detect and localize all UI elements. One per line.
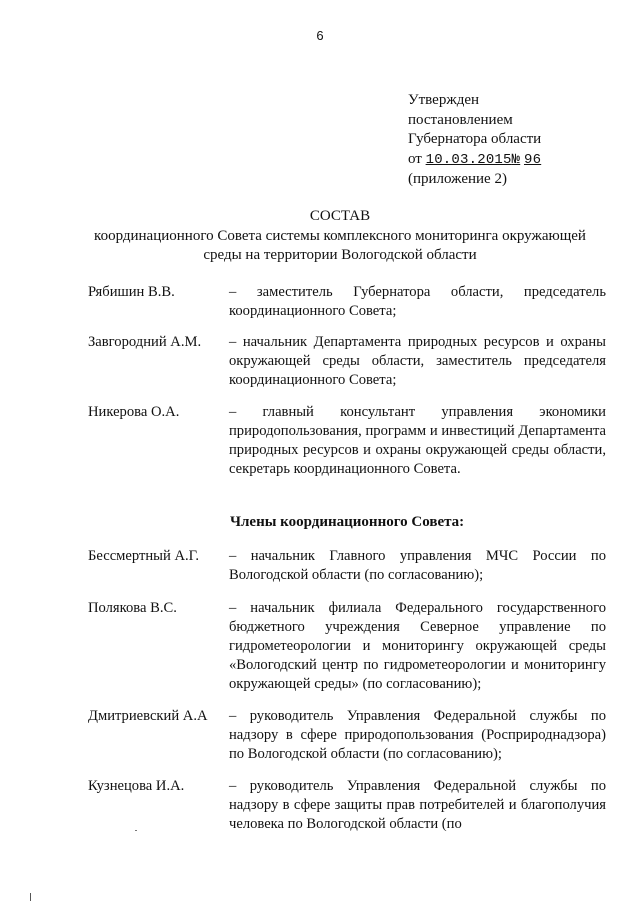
member-name: Завгородний А.М.	[88, 334, 202, 350]
member-position: – начальник филиала Федерального государственного бюджетного учреждения Северное управление по гидрометеорологии и мониторингу окружающей среды «Вологодский центр по гидрометеорологии и мониторингу окружающей среды» (по согласованию);	[229, 600, 606, 692]
number-sign: №	[511, 151, 521, 168]
document-heading	[60, 207, 620, 266]
approval-number: 96	[523, 151, 542, 168]
members-title: Члены координационного Совета:	[230, 514, 465, 530]
member-position: – главный консультант управления экономики природопользования, программ и инвестиций Департамента природных ресурсов и охраны окружающей среды области, секретарь координационного Совета.	[229, 404, 606, 477]
member-name: Рябишин В.В.	[88, 284, 175, 300]
approval-line-1: Утвержден	[408, 92, 480, 108]
member-position: – заместитель Губернатора области, председатель координационного Совета;	[229, 284, 606, 319]
member-name: Полякова В.С.	[88, 600, 177, 616]
heading-title: СОСТАВ	[309, 208, 371, 224]
member-name: Дмитриевский А.А	[88, 708, 208, 724]
member-position: – начальник Главного управления МЧС России по Вологодской области (по согласованию);	[229, 548, 606, 583]
approval-date-line	[408, 150, 541, 171]
member-name: Бессмертный А.Г.	[88, 548, 200, 564]
member-position: – руководитель Управления Федеральной службы по надзору в сфере защиты прав потребителей и благополучия человека по Вологодской области (по	[229, 778, 606, 832]
approval-line-2: постановлением	[408, 111, 513, 128]
heading-line-1: координационного Совета системы комплексного мониторинга окружающей	[94, 227, 586, 244]
approval-line-3: Губернатора области	[408, 131, 542, 147]
page-number: 6	[316, 28, 324, 43]
member-name: Никерова О.А.	[88, 404, 180, 420]
scan-artifact	[30, 893, 31, 901]
approval-block	[408, 91, 541, 190]
member-name: Кузнецова И.А.	[88, 778, 185, 794]
scan-artifact	[135, 830, 137, 831]
member-position: – начальник Департамента природных ресурсов и охраны окружающей среды области, заместитель председателя координационного Совета;	[229, 334, 606, 388]
approval-line-5: (приложение 2)	[408, 171, 507, 187]
approval-date: 10.03.2015	[425, 151, 512, 168]
member-position: – руководитель Управления Федеральной службы по надзору в сфере природопользования (Росприроднадзора) по Вологодской области (по согласованию);	[229, 708, 606, 762]
date-prefix: от	[408, 150, 422, 167]
heading-line-2: среды на территории Вологодской области	[203, 247, 477, 263]
